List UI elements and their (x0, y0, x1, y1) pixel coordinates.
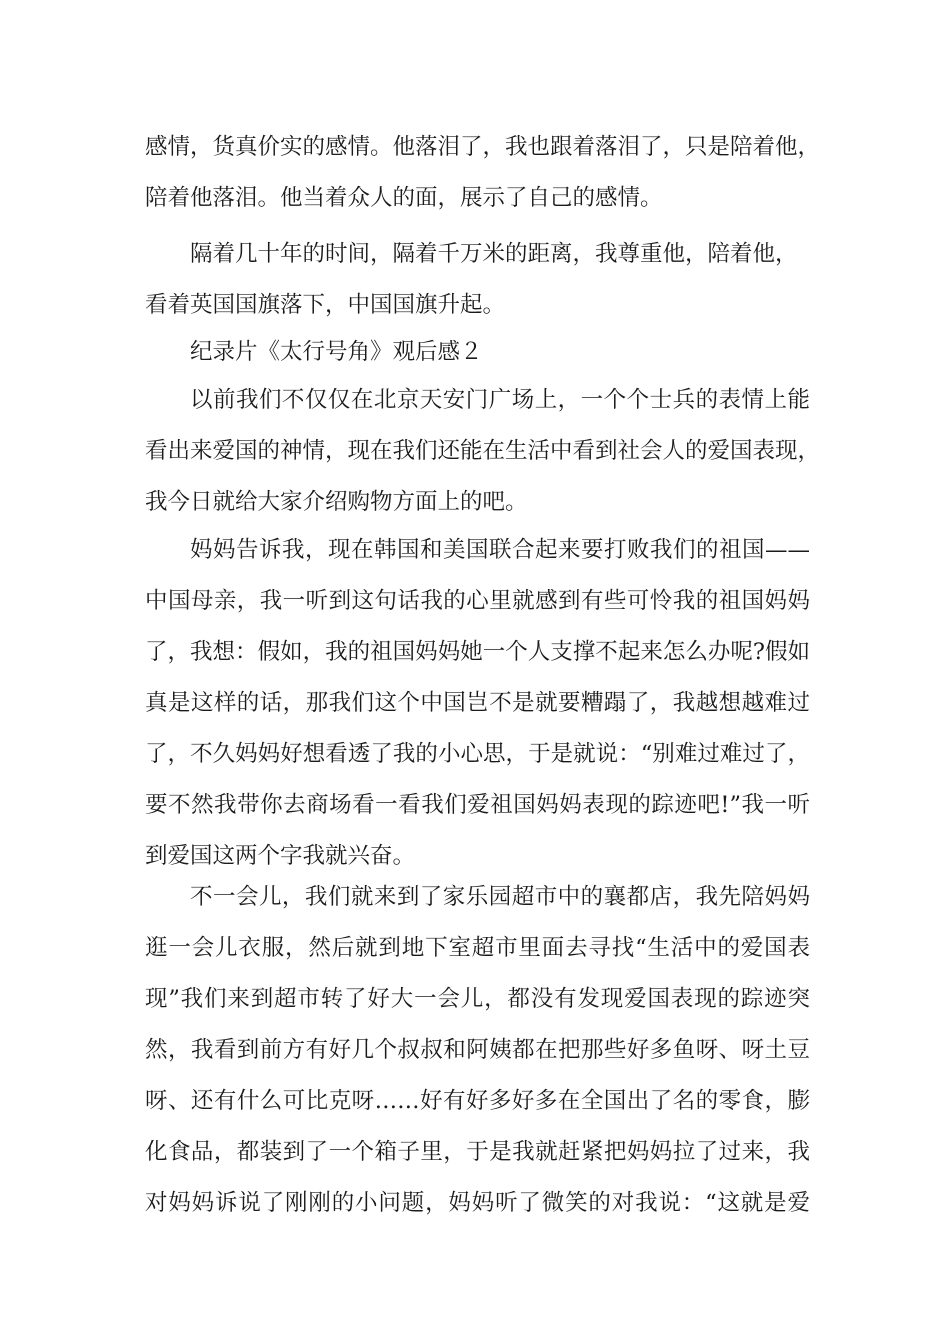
section-heading (145, 327, 810, 378)
paragraph-6 (145, 872, 810, 1229)
paragraph-line: 现”我们来到超市转了好大一会儿，都没有发现爱国表现的踪迹突 (145, 986, 810, 1012)
paragraph-line: 对妈妈诉说了刚刚的小问题，妈妈听了微笑的对我说：“这就是爱 (145, 1190, 810, 1216)
paragraph-line: 我今日就给大家介绍购物方面上的吧。 (145, 489, 528, 515)
paragraph-line: 感情，货真价实的感情。他落泪了，我也跟着落泪了，只是陪着他， (145, 134, 821, 160)
paragraph-line: 呀、还有什么可比克呀……好有好多好多在全国出了名的零食，膨 (145, 1088, 810, 1114)
paragraph-line: 不一会儿，我们就来到了家乐园超市中的襄都店，我先陪妈妈 (190, 884, 810, 910)
paragraph-line: 了，不久妈妈好想看透了我的小心思，于是就说：“别难过难过了， (145, 741, 810, 767)
paragraph-line: 隔着几十年的时间，隔着千万米的距离，我尊重他，陪着他， (190, 241, 798, 267)
section-title: 纪录片《太行号角》观后感２ (190, 339, 483, 365)
paragraph-line: 要不然我带你去商场看一看我们爱祖国妈妈表现的踪迹吧!”我一听 (145, 792, 810, 818)
paragraph-4 (145, 375, 821, 528)
paragraph-line: 看出来爱国的神情，现在我们还能在生活中看到社会人的爱国表现， (145, 438, 821, 464)
paragraph-1 (145, 122, 821, 224)
paragraph-line: 逛一会儿衣服，然后就到地下室超市里面去寻找“生活中的爱国表 (145, 935, 810, 961)
paragraph-line: 化食品，都装到了一个箱子里，于是我就赶紧把妈妈拉了过来，我 (145, 1139, 810, 1165)
paragraph-line: 陪着他落泪。他当着众人的面，展示了自己的感情。 (145, 185, 663, 211)
paragraph-line: 中国母亲，我一听到这句话我的心里就感到有些可怜我的祖国妈妈 (145, 588, 810, 614)
paragraph-line: 真是这样的话，那我们这个中国岂不是就要糟蹋了，我越想越难过 (145, 690, 810, 716)
paragraph-5 (145, 525, 810, 882)
paragraph-line: 以前我们不仅仅在北京天安门广场上，一个个士兵的表情上能 (190, 387, 810, 413)
paragraph-line: 到爱国这两个字我就兴奋。 (145, 843, 416, 869)
paragraph-2 (145, 229, 810, 331)
paragraph-line: 然，我看到前方有好几个叔叔和阿姨都在把那些好多鱼呀、呀土豆 (145, 1037, 810, 1063)
paragraph-line: 看着英国国旗落下，中国国旗升起。 (145, 292, 506, 318)
paragraph-line: 妈妈告诉我，现在韩国和美国联合起来要打败我们的祖国—— (190, 537, 810, 563)
paragraph-line: 了，我想：假如，我的祖国妈妈她一个人支撑不起来怎么办呢?假如 (145, 639, 810, 665)
